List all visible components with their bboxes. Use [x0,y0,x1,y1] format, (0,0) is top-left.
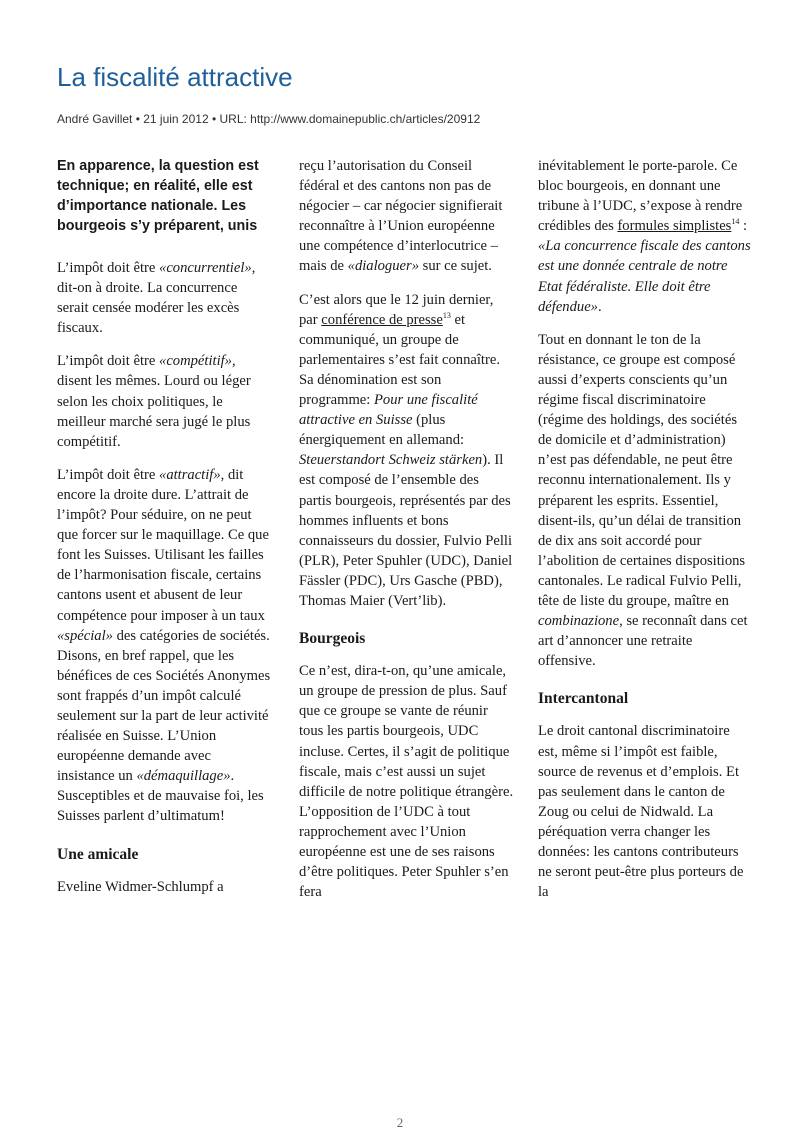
conference-de-presse-link[interactable]: conférence de presse [321,311,443,328]
paragraph: L’impôt doit être «compétitif», disent les mêmes. Lourd ou léger selon les choix politiques, le meilleur marché sera jugé le plus compétitif. [57,353,251,450]
column-1 [57,156,272,910]
column-3 [538,156,753,915]
paragraph: reçu l’autorisation du Conseil fédéral et des cantons non pas de négocier – car négocier signifierait reconnaître à l’Union européenne une compétence d’interlocutrice – mais de «dialoguer» sur ce sujet. [299,158,503,275]
paragraph: Tout en donnant le ton de la résistance, ce groupe est composé aussi d’experts conscients qu’un régime fiscal discriminatoire (régime des holdings, des sociétés de domicile et d’administration) n’est pas défendable, ne peut être reconnu internationalement. Ils y préparent les esprits. Essentiel, disent-ils, qu’un délai de transition de dix ans soit accordé pour l’abolition de certaines dispositions cantonales. Le radical Fulvio Pelli, tête de liste du groupe, maître en combinazione, se reconnaît dans cet art d’annoncer une retraite offensive. [538,331,748,670]
page-number: 2 [396,1115,404,1130]
article-meta: André Gavillet • 21 juin 2012 • URL: http://www.domainepublic.ch/articles/20912 [57,112,481,126]
paragraph: Eveline Widmer-Schlumpf a [57,878,224,895]
paragraph: C’est alors que le 12 juin dernier, par conférence de presse$^{13}$ et communiqué, un groupe de parlementaires s’est fait connaître. Sa dénomination est son programme: Pour une fiscalité attractive en Suisse (plus énergiquement en allemand: Steuerstandort Schweiz stärken). Il est composé de l’ensemble des partis bourgeois, représentés par des hommes influents et bons connaisseurs du dossier, Fulvio Pelli (PLR), Peter Spuhler (UDC), Daniel Fässler (PDC), Urs Gasche (PBD), Thomas Maier (Vert’lib). [299,291,513,609]
section-heading-intercantonal: Intercantonal [538,690,629,708]
paragraph: L’impôt doit être «attractif», dit encore la droite dure. L’attrait de l’impôt? Pour séduire, on ne peut que forcer sur le maquillage. Ce que font les Suisses. Utilisant les failles de l’harmonisation fiscale, certains cantons usent et abusent de leur compétence pour imposer à un taux «spécial» des catégories de sociétés. Disons, en bref rappel, que les bénéfices de ces Sociétés Anonymes sont frappés d’un impôt calculé seulement sur la part de leur activité réalisée en Suisse. L’Union européenne demande avec insistance un «démaquillage». Susceptibles et de mauvaise foi, les Suisses parlent d’ultimatum! [57,466,271,825]
column-2 [299,156,514,915]
paragraph: Le droit cantonal discriminatoire est, même si l’impôt est faible, source de revenus et d’emplois. Et pas seulement dans le canton de Zoug ou celui de Nidwald. La péréquation verra changer les données: les cantons contributeurs ne seront peut-être plus porteurs de la [538,723,744,901]
footnote-ref: 14 [731,217,740,227]
section-heading-amicale: Une amicale [57,845,139,863]
section-heading-bourgeois: Bourgeois [299,630,366,648]
formules-simplistes-link[interactable]: formules simplistes [617,218,732,235]
paragraph: inévitablement le porte-parole. Ce bloc bourgeois, en donnant une tribune à l’UDC, s’expose à rendre crédibles des formules simplistes$^{14}$ : «La concurrence fiscale des cantons est une donnée centrale de notre Etat fédéraliste. Elle doit être défendue». [538,158,751,315]
paragraph: L’impôt doit être «concurrentiel», dit-on à droite. La concurrence serait censée modérer les excès fiscaux. [57,260,256,337]
paragraph: Ce n’est, dira-t-on, qu’une amicale, un groupe de pression de plus. Sauf que ce groupe se vante de réunir tous les partis bourgeois, UDC incluse. Certes, il s’agit de politique fiscale, mais c’est aussi un sujet difficile de notre politique étrangère. L’opposition de l’UDC à tout rapprochement avec l’Union européenne est une de ses raisons d’être politiques. Peter Spuhler s’en fera [299,663,514,901]
article-lead: En apparence, la question est technique; en réalité, elle est d’importance nationale. Les bourgeois s’y préparent, unis [57,158,259,234]
article-title: La fiscalité attractive [57,62,293,92]
footnote-ref: 13 [442,310,451,320]
